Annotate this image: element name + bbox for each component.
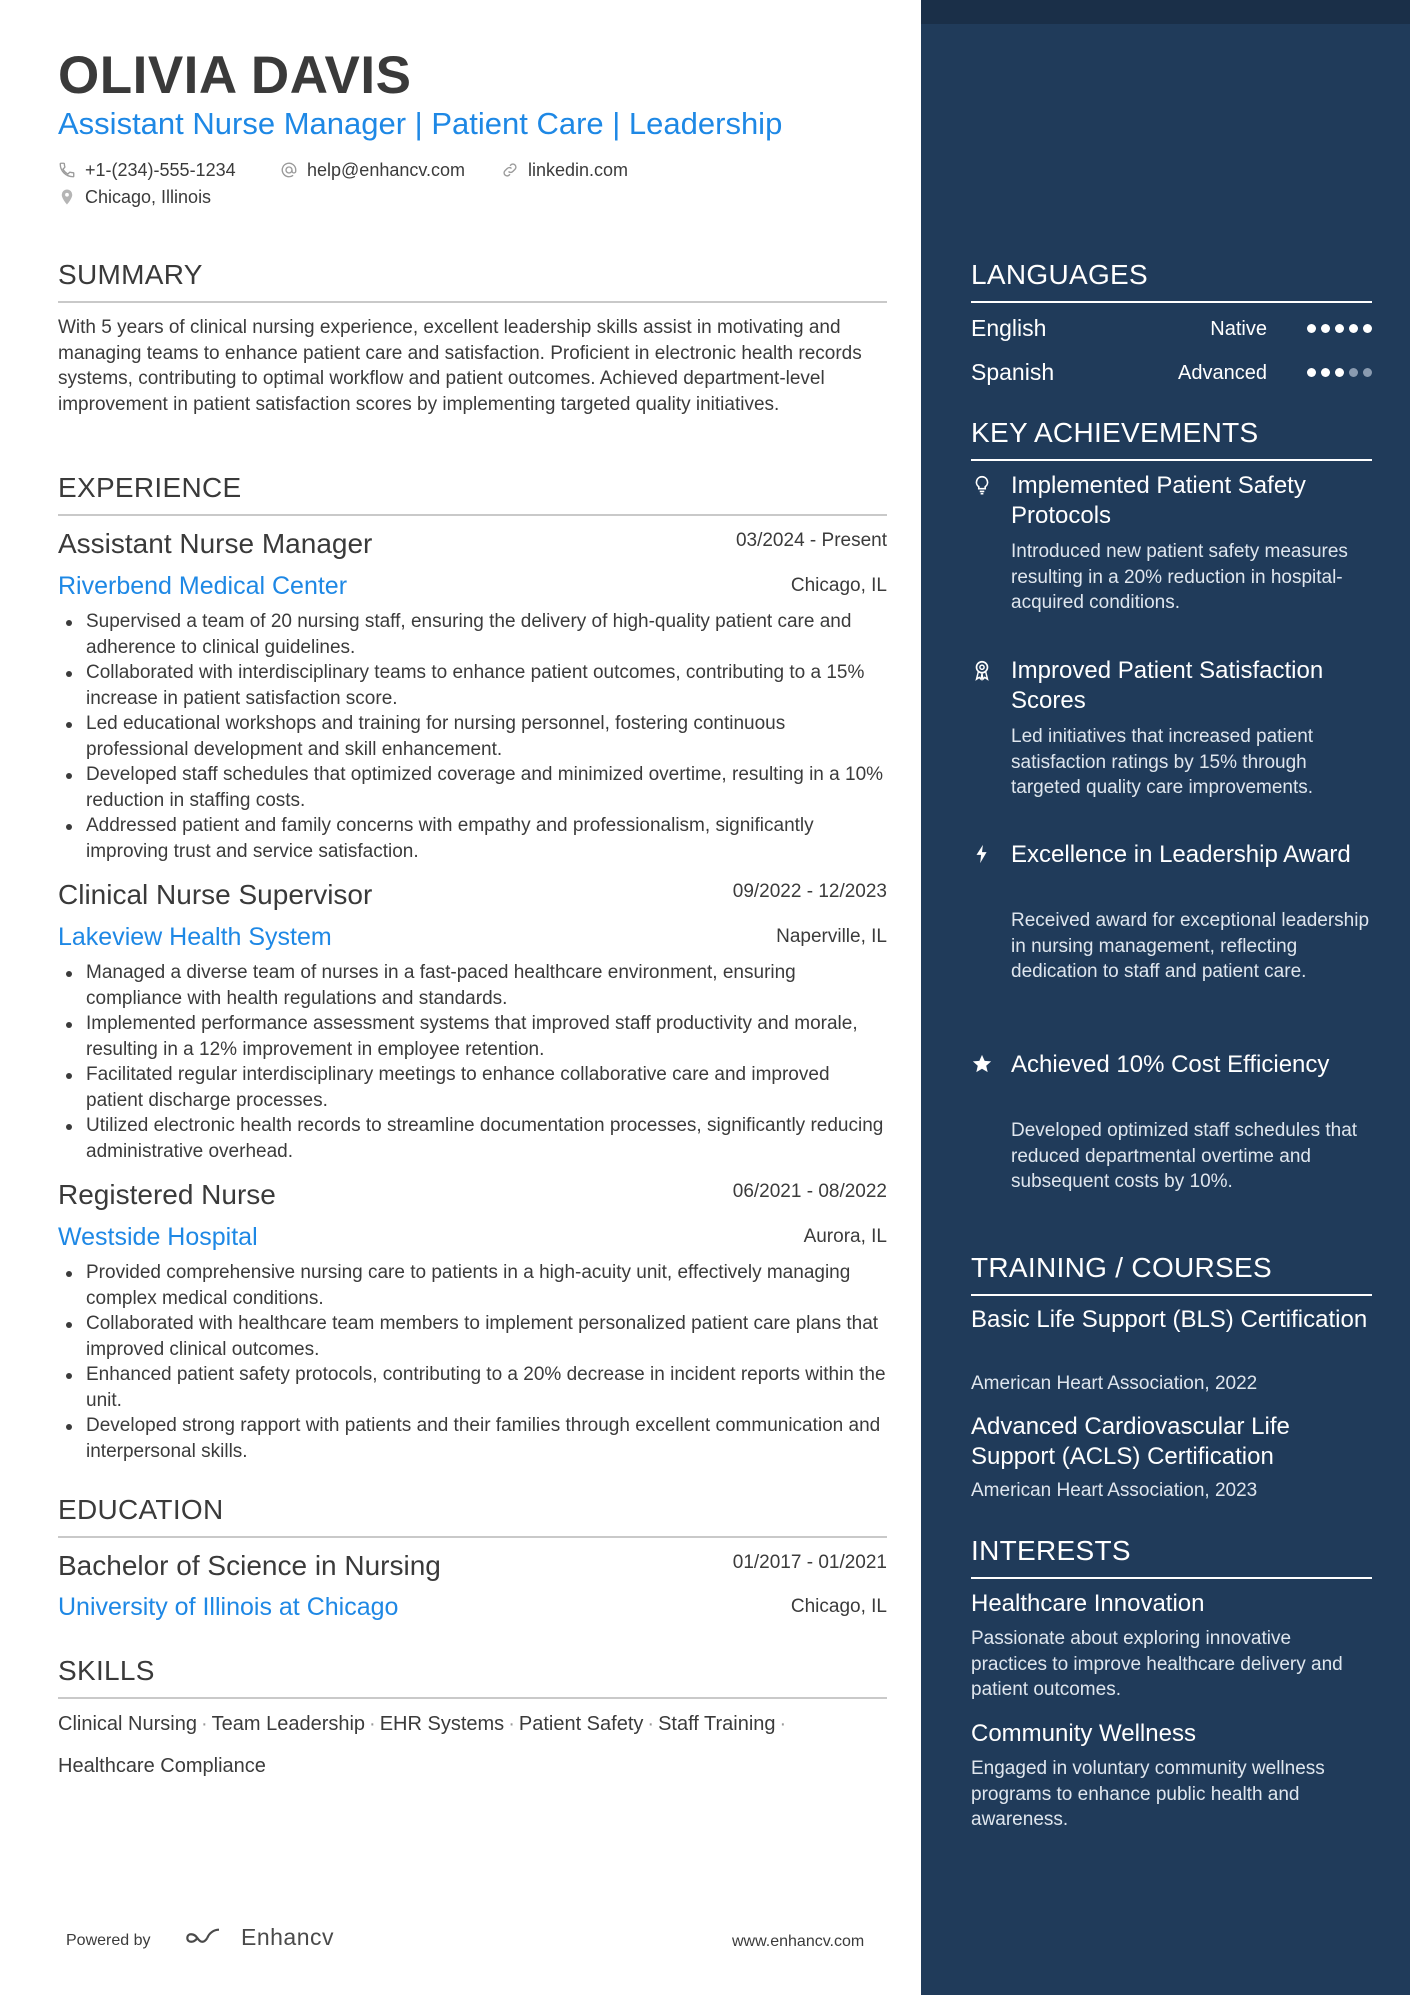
job-bullet: Developed staff schedules that optimized coverage and minimized overtime, resulting in a 10% reduction in staffing costs.	[58, 762, 887, 813]
job-bullets	[58, 960, 887, 1164]
rating-dot-filled	[1349, 324, 1358, 333]
job-bullet: Managed a diverse team of nurses in a fast-paced healthcare environment, ensuring compliance with health regulations and standards.	[58, 960, 887, 1011]
section-divider	[971, 301, 1372, 303]
training-item-sub: American Heart Association, 2022	[971, 1373, 1258, 1394]
job-bullet: Collaborated with interdisciplinary teams to enhance patient outcomes, contributing to a 15% increase in patient satisfaction score.	[58, 660, 887, 711]
section-divider	[58, 514, 887, 516]
language-rating	[1307, 324, 1372, 333]
section-divider	[971, 1577, 1372, 1579]
achievements-title: KEY ACHIEVEMENTS	[971, 417, 1259, 448]
job-dates: 09/2022 - 12/2023	[732, 881, 887, 902]
job-role: Registered Nurse	[58, 1179, 276, 1210]
summary-section-header	[58, 257, 887, 303]
education-title: EDUCATION	[58, 1494, 224, 1525]
star-icon	[971, 1052, 993, 1076]
section-divider	[58, 301, 887, 303]
award-icon	[971, 658, 993, 682]
experience-title: EXPERIENCE	[58, 472, 242, 503]
job-location: Aurora, IL	[803, 1226, 887, 1247]
interests-section-header	[971, 1533, 1272, 1579]
skill-item: Patient Safety	[518, 1713, 644, 1735]
achievement-title: Excellence in Leadership Award	[1011, 841, 1351, 868]
job-company[interactable]: Westside Hospital	[58, 1223, 258, 1251]
language-row	[971, 357, 1372, 387]
achievement-desc: Developed optimized staff schedules that reduced departmental overtime and subsequent costs by 10%.	[1011, 1120, 1358, 1192]
headline: Assistant Nurse Manager | Patient Care | Leadership	[58, 106, 783, 141]
interest-desc: Passionate about exploring innovative practices to improve healthcare delivery and patient outcomes.	[971, 1628, 1343, 1700]
education-section-header	[58, 1492, 887, 1538]
powered-by-label: Powered by	[66, 1932, 151, 1949]
achievement-title: Implemented Patient Safety Protocols	[1011, 472, 1306, 529]
education-location: Chicago, IL	[790, 1596, 887, 1617]
language-rating	[1307, 368, 1372, 377]
language-name: English	[971, 315, 1047, 341]
job-bullet: Led educational workshops and training for nursing personnel, fostering continuous professional development and skill enhancement.	[58, 711, 887, 762]
training-item-sub: American Heart Association, 2023	[971, 1480, 1258, 1501]
section-divider	[58, 1697, 887, 1699]
skills-title: SKILLS	[58, 1655, 155, 1686]
job-company[interactable]: Lakeview Health System	[58, 923, 332, 951]
skill-separator: ·	[779, 1713, 787, 1735]
education-school[interactable]: University of Illinois at Chicago	[58, 1593, 399, 1621]
lightning-icon	[971, 842, 993, 866]
candidate-name: OLIVIA DAVIS	[58, 46, 412, 105]
location-pin-icon	[58, 188, 76, 206]
training-title: TRAINING / COURSES	[971, 1252, 1272, 1283]
summary-text: With 5 years of clinical nursing experience, excellent leadership skills assist in motivating and managing teams to enhance patient care and satisfaction. Proficient in electronic health records systems, contributing to optimal workflow and patient outcomes. Achieved department-level improvement in patient satisfaction scores by implementing targeted quality initiatives.	[58, 317, 862, 415]
achievement-title: Improved Patient Satisfaction Scores	[1011, 657, 1324, 714]
at-icon	[280, 161, 298, 179]
link-icon	[501, 161, 519, 179]
achievement-desc: Introduced new patient safety measures resulting in a 20% reduction in hospital-acquired conditions.	[1011, 541, 1348, 613]
language-level: Advanced	[1178, 362, 1267, 384]
education-dates: 01/2017 - 01/2021	[732, 1552, 887, 1573]
rating-dot-empty	[1363, 368, 1372, 377]
enhancv-logo-icon	[184, 1922, 224, 1954]
job-bullet: Facilitated regular interdisciplinary meetings to enhance collaborative care and improved patient discharge processes.	[58, 1062, 887, 1113]
training-item-title: Advanced Cardiovascular Life Support (ACLS) Certification	[971, 1413, 1290, 1470]
footer-url[interactable]: www.enhancv.com	[732, 1933, 865, 1950]
rating-dot-filled	[1307, 368, 1316, 377]
job-bullets	[58, 1260, 887, 1464]
experience-section-header	[58, 470, 887, 516]
skill-item: Healthcare Compliance	[58, 1755, 266, 1777]
job-bullet: Utilized electronic health records to streamline documentation processes, significantly reducing administrative overhead.	[58, 1113, 887, 1164]
job-location: Naperville, IL	[776, 926, 887, 947]
skill-item: EHR Systems	[379, 1713, 505, 1735]
training-item-title: Basic Life Support (BLS) Certification	[971, 1306, 1368, 1333]
skill-separator: ·	[200, 1713, 208, 1735]
summary-title: SUMMARY	[58, 259, 203, 290]
rating-dot-filled	[1335, 368, 1344, 377]
skill-item: Staff Training	[658, 1713, 776, 1735]
interests-title: INTERESTS	[971, 1535, 1131, 1566]
phone-icon	[58, 161, 76, 179]
job-bullet: Enhanced patient safety protocols, contributing to a 20% decrease in incident reports within the unit.	[58, 1362, 887, 1413]
skill-item: Team Leadership	[211, 1713, 366, 1735]
education-degree: Bachelor of Science in Nursing	[58, 1550, 441, 1581]
job-dates: 03/2024 - Present	[735, 530, 887, 551]
interest-title: Community Wellness	[971, 1720, 1196, 1747]
achievement-title: Achieved 10% Cost Efficiency	[1011, 1051, 1330, 1078]
job-dates: 06/2021 - 08/2022	[732, 1181, 887, 1202]
language-name: Spanish	[971, 359, 1055, 385]
skill-separator: ·	[508, 1713, 515, 1735]
sidebar-content	[921, 0, 1410, 1995]
rating-dot-filled	[1307, 324, 1316, 333]
skills-list	[58, 1703, 887, 1787]
interest-desc: Engaged in voluntary community wellness programs to enhance public health and awareness.	[971, 1758, 1325, 1830]
languages-title: LANGUAGES	[971, 259, 1148, 290]
achievement-desc: Received award for exceptional leadership in nursing management, reflecting dedication to staff and patient care.	[1011, 910, 1370, 982]
rating-dot-filled	[1321, 368, 1330, 377]
contact-location	[58, 185, 211, 209]
rating-dot-filled	[1335, 324, 1344, 333]
section-divider	[58, 1536, 887, 1538]
linkedin-text: linkedin.com	[528, 160, 629, 180]
phone-text: +1-(234)-555-1234	[85, 160, 236, 180]
job-role: Clinical Nurse Supervisor	[58, 879, 373, 910]
language-level: Native	[1210, 318, 1267, 340]
contact-linkedin[interactable]	[501, 158, 628, 182]
job-bullet: Provided comprehensive nursing care to patients in a high-acuity unit, effectively managing complex medical conditions.	[58, 1260, 887, 1311]
job-bullet: Addressed patient and family concerns with empathy and professionalism, significantly improving trust and service satisfaction.	[58, 813, 887, 864]
location-text: Chicago, Illinois	[85, 187, 212, 207]
contact-email[interactable]	[280, 158, 465, 182]
contact-phone[interactable]	[58, 158, 236, 182]
job-bullet: Collaborated with healthcare team members to implement personalized patient care plans that improved clinical outcomes.	[58, 1311, 887, 1362]
job-bullet: Supervised a team of 20 nursing staff, ensuring the delivery of high-quality patient care and adherence to clinical guidelines.	[58, 609, 887, 660]
training-section-header	[971, 1250, 1272, 1296]
job-role: Assistant Nurse Manager	[58, 528, 373, 559]
language-row	[971, 313, 1372, 343]
job-location: Chicago, IL	[790, 575, 887, 596]
achievement-desc: Led initiatives that increased patient satisfaction ratings by 15% through targeted quality care improvements.	[1011, 726, 1314, 798]
skill-item: Clinical Nursing	[58, 1713, 197, 1735]
job-bullet: Implemented performance assessment systems that improved staff productivity and morale, resulting in a 12% improvement in employee retention.	[58, 1011, 887, 1062]
rating-dot-filled	[1321, 324, 1330, 333]
skill-separator: ·	[369, 1713, 376, 1735]
rating-dot-empty	[1349, 368, 1358, 377]
section-divider	[971, 1294, 1372, 1296]
languages-section-header	[971, 257, 1272, 303]
job-company[interactable]: Riverbend Medical Center	[58, 572, 348, 600]
lightbulb-icon	[971, 473, 993, 497]
enhancv-brand[interactable]: Enhancv	[241, 1924, 335, 1950]
section-divider	[971, 459, 1372, 461]
skills-section-header	[58, 1653, 887, 1699]
achievements-section-header	[971, 415, 1272, 461]
job-bullets	[58, 609, 887, 864]
skill-separator: ·	[647, 1713, 655, 1735]
job-bullet: Developed strong rapport with patients and their families through excellent communication and interpersonal skills.	[58, 1413, 887, 1464]
email-text: help@enhancv.com	[307, 160, 466, 180]
rating-dot-filled	[1363, 324, 1372, 333]
interest-title: Healthcare Innovation	[971, 1590, 1205, 1617]
